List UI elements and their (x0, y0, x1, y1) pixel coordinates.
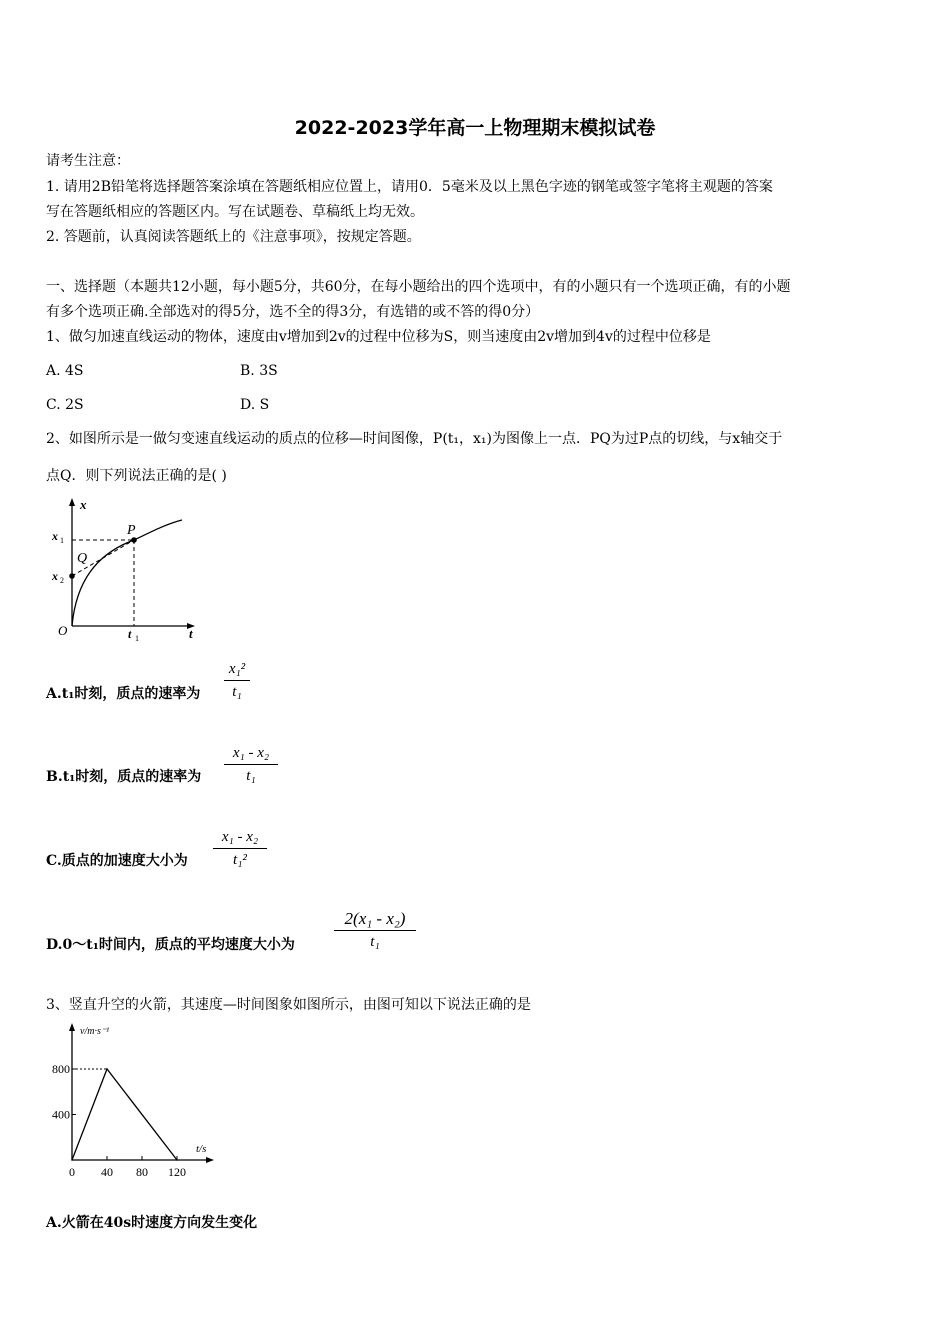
fraction-bar (224, 680, 250, 681)
option-d-denominator: t₁ (370, 934, 380, 950)
option-c-denominator: t₁² (233, 852, 247, 868)
option-a-denominator: t₁ (232, 684, 242, 700)
y-tick-label: 400 (52, 1107, 70, 1122)
option-a-fraction (224, 660, 250, 701)
point-p-label: P (127, 523, 136, 538)
option-a-numerator: x₁² (228, 661, 246, 677)
notice-heading: 请考生注意： (46, 153, 130, 169)
section-1-line-1: 一、选择题（本题共12小题，每小题5分，共60分，在每小题给出的四个选项中，有的小题只有一个选项正确，有的小题 (46, 279, 791, 295)
velocity-time-chart (40, 1020, 220, 1180)
x2-label: x (52, 569, 58, 583)
option-c-numerator: x₁ - x₂ (221, 829, 259, 845)
point-q (69, 573, 75, 579)
question-1-option-d: D. S (240, 397, 270, 413)
question-3-stem: 3、竖直升空的火箭，其速度—时间图象如图所示，由图可知以下说法正确的是 (46, 997, 531, 1013)
option-b-numerator: x₁ - x₂ (232, 745, 270, 761)
question-1-stem: 1、做匀加速直线运动的物体，速度由v增加到2v的过程中位移为S，则当速度由2v增加到4v的过程中位移是 (46, 329, 711, 345)
x2-label-subscript: 2 (60, 576, 64, 585)
position-time-graph (46, 492, 206, 644)
question-1-option-b: B. 3S (240, 363, 278, 379)
velocity-data-point (71, 1159, 73, 1161)
question-2-stem-line-2: 点Q．则下列说法正确的是( ) (46, 468, 227, 484)
fraction-bar (334, 930, 416, 931)
y-tick-label: 800 (52, 1062, 70, 1076)
x-axis-arrow (69, 498, 75, 506)
option-b-fraction (224, 744, 278, 785)
question-2-option-d: D.0～t₁时间内，质点的平均速度大小为 (46, 937, 295, 953)
t1-label-subscript: 1 (135, 634, 139, 643)
question-2-option-b: B.t₁时刻，质点的速率为 (46, 769, 202, 785)
y-axis-label: v/m·s⁻¹ (80, 1026, 110, 1037)
x-tick-label: 0 (69, 1165, 75, 1179)
notice-item-1-line-1: 1. 请用2B铅笔将选择题答案涂填在答题纸相应位置上，请用0．5毫米及以上黑色字迹的钢笔或签字笔将主观题的答案 (46, 179, 773, 195)
velocity-series-line (72, 1069, 177, 1160)
section-1-line-2: 有多个选项正确.全部选对的得5分，选不全的得3分，有选错的或不答的得0分） (46, 304, 540, 320)
notice-item-1-line-2: 写在答题纸相应的答题区内。写在试题卷、草稿纸上均无效。 (46, 204, 424, 220)
x-axis-label: t/s (196, 1143, 207, 1155)
fraction-bar (224, 764, 278, 765)
t-axis-label: t (189, 626, 193, 641)
fraction-bar (213, 848, 267, 849)
question-1-option-c: C. 2S (46, 397, 84, 413)
question-2-option-a: A.t₁时刻，质点的速率为 (46, 686, 201, 702)
option-b-denominator: t₁ (246, 768, 256, 784)
notice-item-2: 2. 答题前，认真阅读答题纸上的《注意事项》，按规定答题。 (46, 229, 421, 245)
page-title: 2022-2023学年高一上物理期末模拟试卷 (294, 117, 656, 139)
option-d-numerator: 2(x₁ - x₂) (344, 909, 406, 928)
x-tick-label: 80 (136, 1165, 148, 1179)
t1-label: t (128, 627, 132, 641)
point-q-label: Q (77, 551, 88, 566)
option-d-fraction (334, 910, 416, 951)
velocity-data-point (106, 1068, 108, 1070)
question-3-option-a: A.火箭在40s时速度方向发生变化 (46, 1215, 258, 1231)
x1-label-subscript: 1 (60, 536, 64, 545)
x-tick-label: 120 (168, 1165, 186, 1179)
question-1-option-a: A. 4S (46, 363, 84, 379)
x1-label: x (52, 529, 58, 543)
point-p (131, 537, 137, 543)
x-axis-label: x (80, 497, 87, 512)
question-2-stem-line-1: 2、如图所示是一做匀变速直线运动的质点的位移—时间图像，P(t₁，x₁)为图像上一点．PQ为过P点的切线，与x轴交于 (46, 431, 783, 447)
question-2-option-c: C.质点的加速度大小为 (46, 853, 188, 869)
velocity-data-point (176, 1159, 178, 1161)
origin-label: O (58, 623, 68, 638)
v-axis-arrow (69, 1023, 75, 1031)
t-axis-arrow (206, 1157, 214, 1163)
option-c-fraction (213, 828, 267, 869)
x-tick-label: 40 (101, 1165, 113, 1179)
